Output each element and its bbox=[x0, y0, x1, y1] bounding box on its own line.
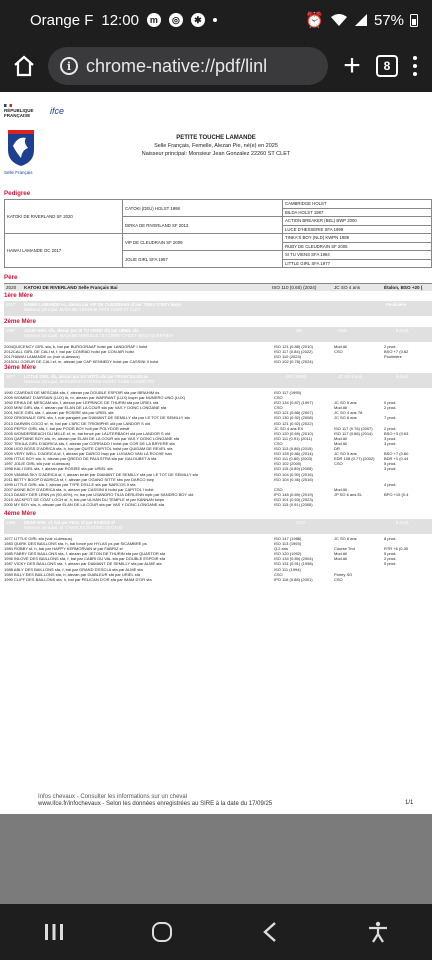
descendant-p: ISO 120 (0.69) (2010) bbox=[274, 430, 313, 436]
pedigree-g5[interactable]: TINKA'S BOY (NLD) KWPN 1989 bbox=[283, 234, 432, 243]
descendant-p: ISO 121 (0.88) (2007) bbox=[274, 410, 313, 416]
clock: 12:00 bbox=[101, 11, 139, 29]
descendant-p: ISO 134 (0.87) (1997) bbox=[274, 400, 313, 406]
section-mere2: 2ème Mère bbox=[4, 318, 36, 325]
section-pedigree: Pedigree bbox=[4, 190, 31, 197]
descendant-p: ISO 102 (2000) bbox=[274, 461, 302, 467]
descendant-t: 2017HAWAI LAMANDE oc (voir ci-dessus) bbox=[4, 354, 80, 360]
descendant-pr: 5 prod. bbox=[384, 551, 397, 557]
descendant-t: 1987 VICKY DES BAILLONS sfa, f, alezan par DIAMANT DE SEMILLY sfa par ALME sfa bbox=[4, 561, 162, 567]
horse-header bbox=[0, 134, 432, 158]
descendant-r: Mod All bbox=[334, 556, 348, 562]
descendant-p: ISO 131 (0.91) (1998) bbox=[274, 561, 313, 567]
mere3-row: 1977 LITTLE GIRL sfa, alezan par EX VOTO sfa par FRANCIULUS ps Naisseur principal: MONSIEUR ETIENNE HURET 62360 CONDETTE ISO (1988) JC SO 6 ans 8 prod. bbox=[4, 373, 432, 388]
descendant-p: ISO 117 (0.84) (2022) bbox=[274, 349, 313, 355]
descendant-t: 2013 DANDY DER LENN ph (90,40%), m, bai par USANDRO TILIA DERLENN wpb par SANDRO BOY old bbox=[4, 491, 194, 497]
descendant-t: 1988 ABLY DES BAILLONS sfa, f, bai par GRAND D'ESCLA sfa par ALME sfa bbox=[4, 566, 143, 572]
more-notifications-icon bbox=[213, 18, 217, 22]
status-bar bbox=[0, 0, 432, 40]
alarm-icon: ⏰ bbox=[305, 12, 324, 29]
descendant-r: CSO bbox=[334, 349, 343, 355]
signal-icon bbox=[354, 13, 368, 27]
descendant-r: JP SO 6 ans EL bbox=[334, 491, 363, 497]
descendant-r: Mod All bbox=[334, 486, 348, 492]
descendant-p: ISO 121 (0.88) (2010) bbox=[274, 344, 313, 349]
back-icon bbox=[260, 920, 280, 944]
descendant-t: 2015 JACKPOT DE COAT LOCH sf, h, bai par ULHAN DU TEMPLE sf par KANNAN kwpn bbox=[4, 496, 165, 502]
descendant-t: 1997 JOLIE GIRL sfa (voir ci-dessus) bbox=[4, 461, 71, 467]
descendant-t: 2008 UGO BOSS D'ADRICA sfa, h, bai par QUITE CAPITOL holst par QUIDAM DE REVEL sfa bbox=[4, 446, 173, 452]
pedigree-sire[interactable]: KATOKI DE RIVERLAND SF 2020 bbox=[5, 200, 123, 234]
descendant-p: ISO 113 (1993) bbox=[274, 541, 302, 547]
pedigree-g8[interactable]: LITTLE GIRL SFA 1977 bbox=[283, 259, 432, 268]
home-icon bbox=[12, 54, 36, 78]
pedigree-dam-dam[interactable]: JOLIE GIRL SFA 1997 bbox=[123, 251, 283, 268]
wifi-icon bbox=[330, 13, 348, 27]
descendant-p: CSO bbox=[274, 395, 283, 401]
section-mere1: 1ère Mère bbox=[4, 292, 33, 299]
descendant-t: 2004 QAPTAINE BOY sfa, m, alezan par ELAN DE LA COUR sfa par VAS Y DONC LONGANE sfa bbox=[4, 435, 180, 441]
descendant-t: 1985 FABRY DES BAILLONS sfa, f, alezan par JETON DE THURIN sfa par QUASTOR sfa bbox=[4, 551, 166, 557]
accessibility-icon bbox=[366, 920, 390, 944]
descendant-p: ISO 102 (0.78) (2024) bbox=[274, 359, 313, 365]
descendant-pr: 5 prod. bbox=[384, 561, 397, 567]
pedigree-g6[interactable]: RUBY DE CLEUDRAIN SF 2005 bbox=[283, 242, 432, 251]
footer-line-1: Infos chevaux - Consulter les informations sur un cheval bbox=[38, 794, 188, 800]
descendant-t: 1998 KALI GIRL sfa, f, alezan par ROSIRE sfa par URIEL sfa bbox=[4, 466, 113, 472]
descendant-pr: BSO +7 (0.62 bbox=[384, 349, 409, 355]
descendant-pr bbox=[384, 502, 432, 507]
descendant-t: 2001 NICE GIRL sfa, f, alezan par ROSIRE sfa par URIEL sfa bbox=[4, 410, 114, 416]
accessibility-button[interactable] bbox=[358, 912, 398, 952]
descendant-r: Mod All bbox=[334, 435, 348, 441]
descendant-pr bbox=[384, 577, 432, 582]
descendant-p: ISO 120 (1992) bbox=[274, 551, 302, 557]
descendant-r: JC SO 5 ans bbox=[334, 400, 357, 406]
battery-icon bbox=[410, 13, 418, 27]
messenger-icon: m bbox=[147, 13, 161, 27]
recents-icon bbox=[43, 922, 65, 942]
selle-francais-text: Selle Français bbox=[4, 170, 33, 175]
descendant-t: 1990 CLIFF DES BAILLONS sfa, h, bai par PELICAN D'OR sfa par IMAM D'OR sfa bbox=[4, 576, 152, 582]
descendant-p: ISO 111 (1994) bbox=[274, 566, 301, 572]
descendant-p: ISO 134 (0.89) (2004) bbox=[274, 556, 313, 562]
descendant-r: ISO 117 (0.86) (2014) bbox=[334, 430, 373, 436]
pedigree-sire-sire[interactable]: CATOKI (DEU) HOLST 1998 bbox=[123, 200, 283, 217]
browser-toolbar bbox=[0, 40, 432, 92]
more-menu-button[interactable] bbox=[408, 56, 422, 76]
descendant-p: IPO 116 (0.88) (2001) bbox=[274, 576, 313, 582]
ifce-logo: ifce bbox=[50, 106, 65, 116]
descendant-t: 1989 BILLY DES BAILLONS sfa, h, alezan par DIABLEUR sfa par URIEL sfa bbox=[4, 571, 140, 577]
horse-description: Selle Français, Femelle, Alezan Pie, né(e) en 2025 bbox=[154, 143, 278, 149]
system-nav-bar bbox=[0, 904, 432, 960]
descendant-t: 2015OLI COEUR DE CALI sf, m, alezan par CAP KENNEDY holst par CASSINI II holst bbox=[4, 359, 159, 365]
descendant-r bbox=[334, 359, 384, 364]
descendant-t: 2009 WOMBAT D'AIRSAIN (LUX) lb, m, alezan par WARRANT (LUX) kwpn par NUMERO UNO (LUX) bbox=[4, 395, 186, 401]
descendant-pr: BPO +19 (0.4 bbox=[384, 491, 409, 497]
descendant-r: JC SO 6 ans bbox=[334, 415, 357, 421]
descendant-p: ISO 130 (0.92) (2008) bbox=[274, 415, 313, 421]
battery-level: 57% bbox=[373, 11, 404, 29]
descendant-pr: BSO +3 (0.63 bbox=[384, 430, 409, 436]
descendant-pr: 0 prod. bbox=[384, 400, 397, 406]
descendant-pr: 3 prod. bbox=[384, 435, 397, 441]
descendant-t: 2004QUICENCY GIRL sfa, b, bai par BURGGRAAF holst par LANDGRAF I holst bbox=[4, 344, 148, 349]
descendant-t: 1983 QUIRK DES BAILLONS sfa, h, bai foncé par HYLAS ps par SICAMBRE ps bbox=[4, 541, 147, 547]
descendant-t: 2005 WONDERBEACH DU MILLE sf, m, bai foncé par LAUTERBACH old par LANDOR S old bbox=[4, 430, 171, 436]
mere4-descendants bbox=[4, 536, 432, 582]
descendant-p: CSO bbox=[274, 571, 283, 577]
descendant-t: 2012CALL GIRL DE CALI sf, f, bai par CONRAD holst par CON AIR holst bbox=[4, 349, 134, 355]
descendant-p: Q.2 ans bbox=[274, 546, 289, 552]
descendant-p: JC SO 4 ans EX bbox=[274, 425, 304, 431]
pedigree-g2[interactable]: BILDA HOLST 1987 bbox=[283, 208, 432, 217]
descendant-p: ISO 110 (2024) bbox=[274, 354, 302, 360]
descendant-pr: BSO +7 (0.60 bbox=[384, 451, 409, 457]
descendant-t: 1990 CZARDAS DE MESCAM sfa, f, alezan par DOUBLE ESPOIR sfa par IBRAHIM ds bbox=[4, 390, 160, 395]
descendant-p: IPO 148 (0.69) (2019) bbox=[274, 491, 313, 497]
pere-row: 2020 KATOKI DE RIVERLAND Selle Français Bai ISO 110 (0.60) (2024) JC SO 4 ans Étalon, BSO +20 ( bbox=[4, 283, 432, 291]
descendant-pr: 4 prod. bbox=[384, 481, 397, 487]
descendant-pr: 3 prod. bbox=[384, 440, 397, 446]
section-mere3: 3ème Mère bbox=[4, 364, 36, 371]
section-mere4: 4ème Mère bbox=[4, 510, 36, 517]
descendant-r: JC SO 6 ans bbox=[334, 536, 357, 541]
descendant-pr: 2 prod. bbox=[384, 405, 397, 411]
mere2-row: 1997 JOLIE GIRL sfa, alezan par SI TU VIENS sfa par URIEL sfa Naisseur principal: MADAME MIREILLE LE CORRE CADOT 29310 QUERRIEN DR CSO 5 prod. bbox=[4, 327, 432, 342]
descendant-r: CSO bbox=[334, 576, 343, 582]
descendant-pr: 2 prod. bbox=[384, 556, 397, 562]
mere3-descendants bbox=[4, 390, 432, 507]
mere3-link[interactable]: LITTLE GIRL sfa, alezan par EX VOTO sfa par FRANCIULUS ps bbox=[24, 374, 149, 379]
descendant-p: ISO 101 (0.63) (2023) bbox=[274, 496, 313, 502]
descendant-p: ISO 113 (0.86) (2015) bbox=[274, 446, 313, 452]
page-footer bbox=[38, 794, 272, 808]
pere-link[interactable]: KATOKI DE RIVERLAND Selle Français Bai bbox=[24, 285, 118, 290]
descendant-t: 2000 MINI GIRL sfa, f, alezan par ELAN DE LA COUR sfa par VAS Y DONC LONGANE sfa bbox=[4, 405, 167, 411]
descendant-pr: 5 prod. bbox=[384, 461, 397, 467]
section-pere: Père bbox=[4, 274, 18, 281]
site-info-icon[interactable]: i bbox=[60, 57, 78, 75]
descendant-pr: 2 prod. bbox=[384, 344, 397, 349]
pedigree-dam-sire[interactable]: VIP DE CLEUDRAIN SF 2009 bbox=[123, 234, 283, 251]
pedigree-g3[interactable]: ACTION BREAKER (BEL) BWP 2000 bbox=[283, 217, 432, 226]
descendant-p: ISO 117 (1995) bbox=[274, 390, 302, 395]
descendant-r: Mod All bbox=[334, 405, 348, 411]
descendant-pr: 8 prod. bbox=[384, 536, 397, 541]
descendant-p: ISO 104 (0.90) (2016) bbox=[274, 471, 313, 477]
descendant-r: JC SO 5 ans bbox=[334, 451, 357, 457]
descendant-row[interactable] bbox=[4, 359, 432, 364]
settings-icon: ✱ bbox=[191, 13, 205, 27]
tab-switcher-button[interactable]: 8 bbox=[376, 55, 398, 77]
pedigree-g4[interactable]: LUCE D'HESSERIE SFA 1999 bbox=[283, 225, 432, 234]
home-circle-icon bbox=[150, 920, 174, 944]
mere2-descendants bbox=[4, 344, 432, 364]
descendant-p: CSO bbox=[274, 440, 283, 446]
descendant-t: 2009 VANINA SKY D'ADRICA sf, f, alezan brulé par DIAMANT DE SEMILLY sfa par LE TOT DE SEMILLY sfa bbox=[4, 471, 198, 477]
descendant-row[interactable] bbox=[4, 577, 432, 582]
descendant-p: ISO 115 (0.89) (2005) bbox=[274, 466, 313, 472]
descendant-p: ISO 147 (1988) bbox=[274, 536, 302, 541]
descendant-r: JC SO 4 ans T8 bbox=[334, 410, 363, 416]
back-button[interactable] bbox=[250, 912, 290, 952]
descendant-p: CSO bbox=[274, 486, 283, 492]
pedigree-g1[interactable]: CAMBRIDGE HOLST bbox=[283, 200, 432, 209]
footer-line-2[interactable]: www.ifce.fr/infochevaux - Selon les données enregistrées au SIRE à la date du 17/09/25 bbox=[38, 801, 273, 807]
descendant-r: Mod All bbox=[334, 440, 348, 446]
pedigree-dam[interactable]: HAWAI LAMANDE OC 2017 bbox=[5, 234, 123, 268]
descendant-t: 1996 ITTLE BOY sfa, h, alezan par QREDO DE PAULSTRA sfa par GALOUBET A sfa bbox=[4, 456, 157, 462]
home-nav-button[interactable] bbox=[142, 912, 182, 952]
descendant-p: ISO 128 (0.86) (2014) bbox=[274, 451, 313, 457]
descendant-t: 2002 ORIGINALE GIRL sfa, f, noir pangaré par DIAMANT DE SEMILLY sfa par LE TOT DE SEMILLY sfa bbox=[4, 415, 190, 421]
descendant-pr: 3 prod. bbox=[384, 466, 397, 472]
descendant-r: Mod All bbox=[334, 344, 348, 349]
descendant-p: ISO 111 (0.80) (2003) bbox=[274, 456, 313, 462]
descendant-t: 2007 TEKILA GIRL D'ADRICA sfa, f, alezan par CORRADO I holst par COR DE LA BRYERE sfa bbox=[4, 440, 175, 446]
mere1-row: 2017 HAWAI LAMANDE oc, alezan par VIP DE CLEUDRAIN sf par TINKA'S BOY kwpn Naisseur principal: MADAME VIRGINIE PAYS 22260 ST CLET Poulinière bbox=[4, 301, 432, 316]
pdf-page[interactable] bbox=[0, 92, 432, 814]
descendant-r: Poney SO bbox=[334, 571, 353, 577]
descendant-p: ISO 111 (0.91) (2011) bbox=[274, 435, 313, 441]
descendant-t: 2003 PEPSY GIRL sfa, f, bai par POOR BOY holl par POLYDOR westf bbox=[4, 425, 130, 431]
address-bar[interactable] bbox=[48, 47, 328, 85]
pedigree-sire-dam[interactable]: DIRKA DE RIVERLAND SF 2013 bbox=[123, 217, 283, 234]
descendant-r: ISO 117 (0.76) (2007) bbox=[334, 425, 373, 431]
descendant-p: ISO 115 (0.91) (2005) bbox=[274, 502, 313, 508]
pedigree-g7[interactable]: SI TU VIENS SFA 1984 bbox=[283, 251, 432, 260]
mere4-link[interactable]: DEAR GIRL sf, bai par FEAL sf par KAIROS sf bbox=[24, 520, 115, 525]
republique-francaise-logo: RÉPUBLIQUE FRANÇAISE bbox=[4, 104, 34, 118]
mere4-row: 1969 DEAR GIRL sf, bai par FEAL sf par KAIROS sf Naisseur principal: M. CHARLES EUGENE DECAUX CSO 8 prod. bbox=[4, 519, 432, 534]
new-tab-button[interactable]: + bbox=[343, 49, 361, 82]
descendant-r: CSO bbox=[334, 461, 343, 467]
descendant-p: CSO bbox=[274, 405, 283, 411]
descendant-r: EDR 108 (0.77) (2002) bbox=[334, 456, 375, 462]
horse-breeder: Naisseur principal: Monsieur Jean Gonzalez 22260 ST CLET bbox=[141, 151, 291, 157]
descendant-row[interactable] bbox=[4, 502, 432, 507]
page-number: 1/1 bbox=[405, 800, 414, 806]
descendant-t: 2011 BETTY BOOP D'ADRICA sf, f, alezan par OGANO SITTE sbs par DARCO bwp bbox=[4, 476, 154, 482]
descendant-p: ISO 121 (0.92) (2022) bbox=[274, 420, 313, 426]
descendant-pr: BDR +1 (0.44 bbox=[384, 456, 409, 462]
pedigree-table bbox=[4, 199, 432, 268]
descendant-t: 2007 AKINE BOY D'ADRICA sfa, h, alezan par CASSINI II holst par CAPITOL I holst bbox=[4, 486, 154, 492]
descendant-r: DR bbox=[334, 446, 340, 452]
instagram-icon: ◎ bbox=[169, 13, 183, 27]
url-text: chrome-native://pdf/linl bbox=[86, 55, 268, 76]
descendant-t: 1977 LITTLE GIRL sfa (voir ci-dessus) bbox=[4, 536, 73, 541]
descendant-r: Mod All bbox=[334, 551, 348, 557]
descendant-t: 2000 MY BOY sfa, h, alezan par ELAN DE LA COUR sfa par VAS Y DONC LONGANE sfa bbox=[4, 502, 164, 508]
recents-button[interactable] bbox=[34, 912, 74, 952]
descendant-pr bbox=[384, 359, 432, 364]
descendant-pr: Poulinière bbox=[384, 354, 402, 360]
descendant-t: 1984 ROBBY sf, h, bai par HAPPY KERMORVAN sf par FABRIZ sf bbox=[4, 546, 123, 552]
carrier-name: Orange F bbox=[30, 11, 94, 29]
mere2-link[interactable]: JOLIE GIRL sfa, alezan par SI TU VIENS sfa par URIEL sfa bbox=[24, 328, 139, 333]
descendant-t: 2013 DARWIN COCO sf, m, bai par L'ARC DE TRIOMPHE old par LANDOR S old bbox=[4, 420, 151, 426]
descendant-r: Course Trot bbox=[334, 546, 355, 552]
horse-name: PETITE TOUCHE LAMANDE bbox=[176, 135, 256, 141]
home-button[interactable] bbox=[10, 52, 38, 80]
descendant-p: ISO 104 (0.46) (2016) bbox=[274, 476, 313, 482]
descendant-t: 2009 VERY WELL D'ADRICA sf, f, alezan par DARCO bwp par LUGANO VAN LA ROCHE han bbox=[4, 451, 172, 457]
descendant-t: 1999 LITTLE GIRL sfa, f, alezan par TYPE D'ELLE sfa par NARCOS II sfa bbox=[4, 481, 136, 487]
mere1-link[interactable]: HAWAI LAMANDE oc, alezan par VIP DE CLEUDRAIN sf par TINKA'S BOY kwpn bbox=[24, 302, 182, 307]
descendant-t: 1992 ERIKA DE MESCAM sfa, f, alezan par LEPRINCE DE THURIN sfa par URIEL sfa bbox=[4, 400, 159, 406]
descendant-pr: RTR +6 (0.30 bbox=[384, 546, 409, 552]
descendant-t: 1996 INLOVE DES BAILLONS sfa, f, bai par CABRI DU VAL sfa par DOUBLE ESPOIR sfa bbox=[4, 556, 165, 562]
descendant-r bbox=[334, 502, 384, 507]
descendant-pr: 7 prod. bbox=[384, 415, 397, 421]
descendant-pr: 2 prod. bbox=[384, 425, 397, 431]
